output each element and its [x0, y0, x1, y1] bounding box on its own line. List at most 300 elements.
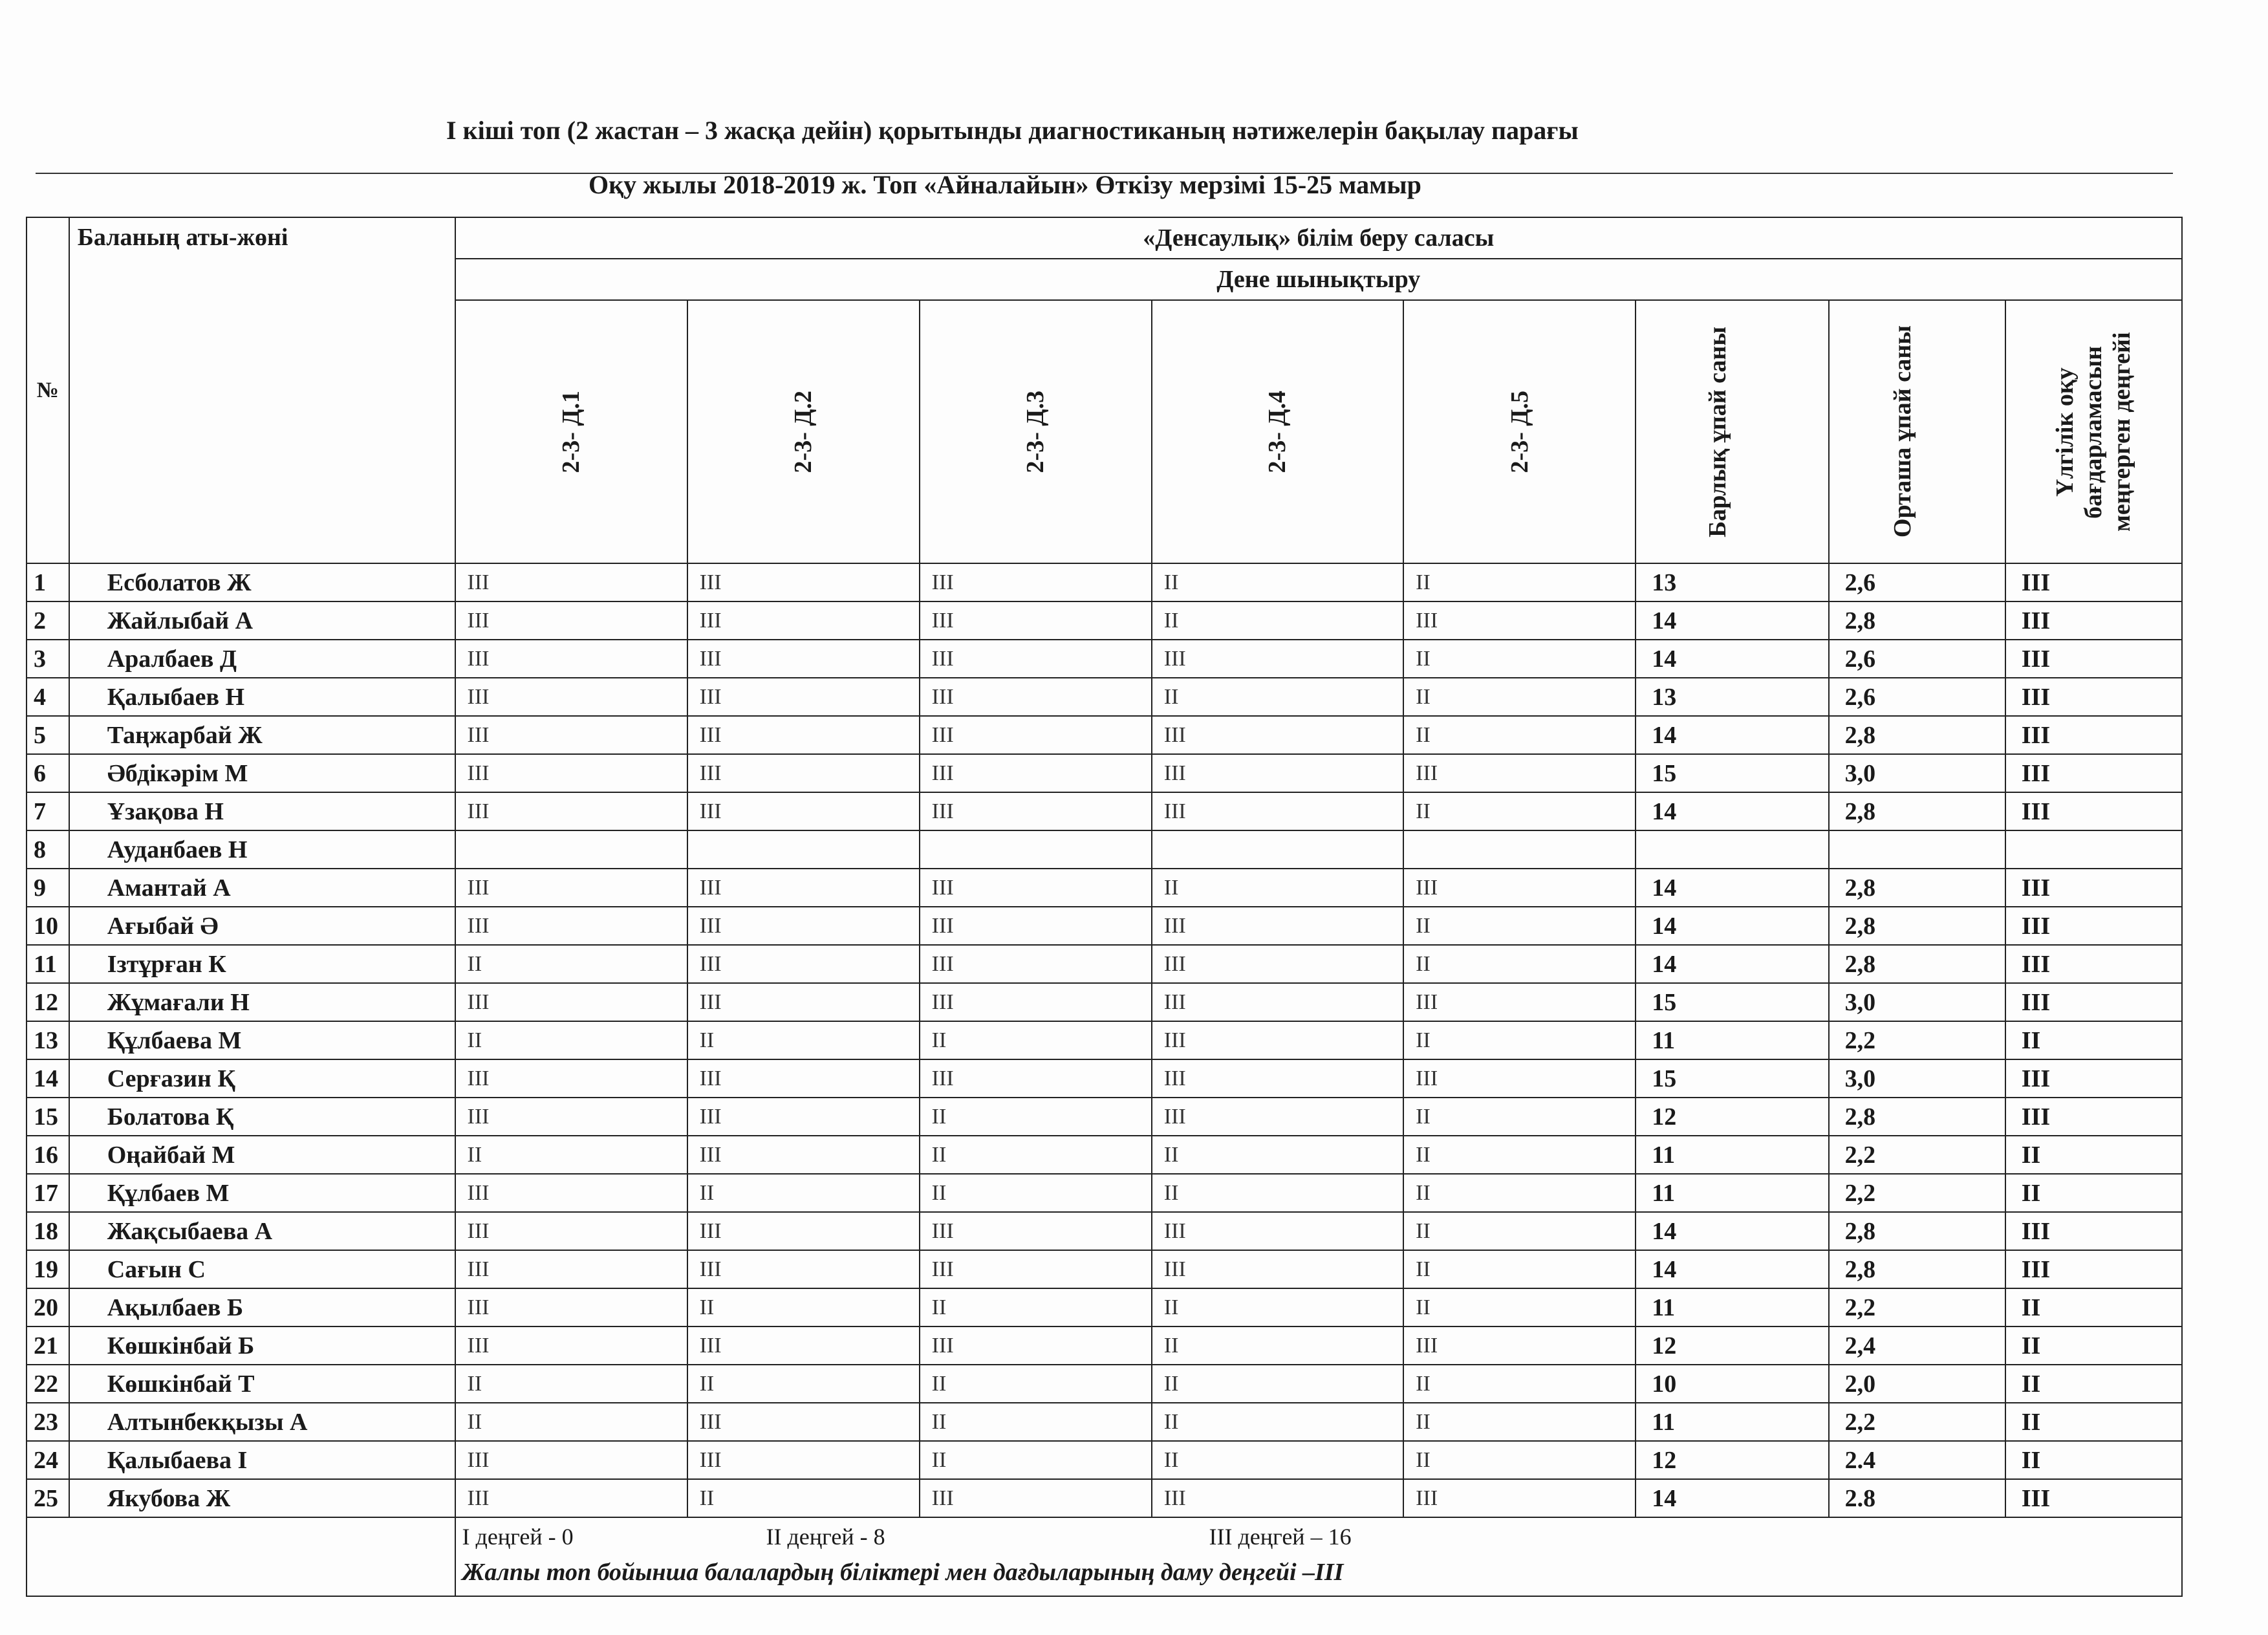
- d4-level-cell: III: [1152, 792, 1403, 830]
- average-score-cell: 2.4: [1829, 1441, 2005, 1479]
- program-level-cell: III: [2005, 945, 2182, 983]
- d3-level-cell: III: [920, 601, 1152, 640]
- d2-level-cell: III: [687, 792, 920, 830]
- d4-level-cell: III: [1152, 1098, 1403, 1136]
- child-name-cell: Болатова Қ: [69, 1098, 455, 1136]
- d2-level-cell: III: [687, 754, 920, 792]
- average-score-cell: 2,8: [1829, 716, 2005, 754]
- d2-level-cell: III: [687, 716, 920, 754]
- average-score-cell: [1829, 830, 2005, 869]
- d5-level-cell: II: [1403, 1403, 1636, 1441]
- table-row: [27, 1403, 2182, 1441]
- d5-level-cell: II: [1403, 945, 1636, 983]
- total-score-cell: 12: [1636, 1326, 1828, 1365]
- d1-level-cell: III: [455, 792, 687, 830]
- d3-level-cell: III: [920, 754, 1152, 792]
- row-number-cell: 15: [27, 1098, 69, 1136]
- column-header-d4-label: 2-3- Д.4: [1264, 390, 1291, 473]
- table-row: [27, 983, 2182, 1021]
- d4-level-cell: II: [1152, 563, 1403, 601]
- child-name-cell: Ұзақова Н: [69, 792, 455, 830]
- row-number-cell: 8: [27, 830, 69, 869]
- child-name-cell: Қалыбаева І: [69, 1441, 455, 1479]
- d4-level-cell: III: [1152, 754, 1403, 792]
- table-row: [27, 1136, 2182, 1174]
- program-level-cell: III: [2005, 1479, 2182, 1517]
- d4-level-cell: II: [1152, 678, 1403, 716]
- total-score-cell: 12: [1636, 1441, 1828, 1479]
- d4-level-cell: II: [1152, 1403, 1403, 1441]
- child-name-cell: Таңжарбай Ж: [69, 716, 455, 754]
- document-title: І кіші топ (2 жастан – 3 жасқа дейін) қорытынды диагностиканың нәтижелерін бақылау парағы: [446, 116, 1579, 145]
- row-number-cell: 16: [27, 1136, 69, 1174]
- d5-level-cell: II: [1403, 792, 1636, 830]
- d5-level-cell: II: [1403, 1365, 1636, 1403]
- d5-level-cell: II: [1403, 640, 1636, 678]
- d3-level-cell: III: [920, 869, 1152, 907]
- average-score-cell: 2,2: [1829, 1403, 2005, 1441]
- total-score-cell: 14: [1636, 640, 1828, 678]
- education-area-header: «Денсаулық» білім беру саласы: [455, 217, 2182, 259]
- d2-level-cell: III: [687, 678, 920, 716]
- d2-level-cell: [687, 830, 920, 869]
- d5-level-cell: II: [1403, 1288, 1636, 1326]
- total-score-cell: 11: [1636, 1403, 1828, 1441]
- average-score-cell: 2,6: [1829, 678, 2005, 716]
- d4-level-cell: III: [1152, 1479, 1403, 1517]
- d2-level-cell: II: [687, 1174, 920, 1212]
- row-number-cell: 19: [27, 1250, 69, 1288]
- table-row: [27, 601, 2182, 640]
- average-score-cell: 2.8: [1829, 1479, 2005, 1517]
- child-name-cell: Құлбаева М: [69, 1021, 455, 1059]
- total-score-cell: 11: [1636, 1174, 1828, 1212]
- total-score-cell: 15: [1636, 983, 1828, 1021]
- d3-level-cell: II: [920, 1098, 1152, 1136]
- d3-level-cell: II: [920, 1441, 1152, 1479]
- row-number-cell: 23: [27, 1403, 69, 1441]
- child-name-cell: Көшкінбай Б: [69, 1326, 455, 1365]
- d2-level-cell: III: [687, 1059, 920, 1098]
- column-header-d5-label: 2-3- Д.5: [1506, 390, 1533, 473]
- table-row: [27, 907, 2182, 945]
- d1-level-cell: II: [455, 1136, 687, 1174]
- table-row: [27, 945, 2182, 983]
- program-level-cell: III: [2005, 1059, 2182, 1098]
- d1-level-cell: III: [455, 869, 687, 907]
- child-name-cell: Якубова Ж: [69, 1479, 455, 1517]
- average-score-cell: 2,8: [1829, 945, 2005, 983]
- d4-level-cell: II: [1152, 601, 1403, 640]
- average-score-cell: 2,8: [1829, 792, 2005, 830]
- column-header-d2-label: 2-3- Д.2: [790, 390, 817, 473]
- program-level-cell: II: [2005, 1403, 2182, 1441]
- average-score-cell: 2,2: [1829, 1288, 2005, 1326]
- d3-level-cell: III: [920, 1479, 1152, 1517]
- d5-level-cell: II: [1403, 1174, 1636, 1212]
- column-header-level: [2005, 300, 2182, 563]
- total-score-cell: 10: [1636, 1365, 1828, 1403]
- child-name-cell: Көшкінбай Т: [69, 1365, 455, 1403]
- row-number-cell: 9: [27, 869, 69, 907]
- document-subtitle: Оқу жылы 2018-2019 ж. Топ «Айналайын» Өткізу мерзімі 15-25 мамыр: [589, 170, 1421, 199]
- table-row: [27, 1326, 2182, 1365]
- d1-level-cell: III: [455, 754, 687, 792]
- d3-level-cell: II: [920, 1136, 1152, 1174]
- column-header-average: [1829, 300, 2005, 563]
- total-score-cell: 14: [1636, 601, 1828, 640]
- d3-level-cell: II: [920, 1403, 1152, 1441]
- total-score-cell: 14: [1636, 792, 1828, 830]
- total-score-cell: 15: [1636, 1059, 1828, 1098]
- d2-level-cell: III: [687, 1136, 920, 1174]
- table-row: [27, 1098, 2182, 1136]
- d5-level-cell: II: [1403, 1098, 1636, 1136]
- row-number-cell: 4: [27, 678, 69, 716]
- d2-level-cell: III: [687, 869, 920, 907]
- d1-level-cell: III: [455, 716, 687, 754]
- program-level-cell: II: [2005, 1021, 2182, 1059]
- column-header-total: [1636, 300, 1828, 563]
- d5-level-cell: II: [1403, 1441, 1636, 1479]
- table-row: [27, 678, 2182, 716]
- diagnostic-table: [26, 217, 2183, 1597]
- d2-level-cell: III: [687, 1250, 920, 1288]
- row-number-cell: 24: [27, 1441, 69, 1479]
- d2-level-cell: III: [687, 1326, 920, 1365]
- child-name-cell: Қалыбаев Н: [69, 678, 455, 716]
- table-row: [27, 1212, 2182, 1250]
- d5-level-cell: II: [1403, 1136, 1636, 1174]
- row-number-cell: 20: [27, 1288, 69, 1326]
- row-number-cell: 3: [27, 640, 69, 678]
- d1-level-cell: II: [455, 1021, 687, 1059]
- d5-level-cell: III: [1403, 601, 1636, 640]
- d4-level-cell: II: [1152, 1441, 1403, 1479]
- d1-level-cell: III: [455, 1326, 687, 1365]
- program-level-cell: III: [2005, 640, 2182, 678]
- total-score-cell: 14: [1636, 1479, 1828, 1517]
- average-score-cell: 2,8: [1829, 1212, 2005, 1250]
- column-header-d3: [920, 300, 1152, 563]
- table-row: [27, 1021, 2182, 1059]
- program-level-cell: III: [2005, 869, 2182, 907]
- d4-level-cell: III: [1152, 1021, 1403, 1059]
- row-number-cell: 13: [27, 1021, 69, 1059]
- child-name-cell: Ізтұрған К: [69, 945, 455, 983]
- row-number-cell: 11: [27, 945, 69, 983]
- d4-level-cell: III: [1152, 907, 1403, 945]
- table-row: [27, 754, 2182, 792]
- child-name-cell: Аралбаев Д: [69, 640, 455, 678]
- d4-level-cell: II: [1152, 1365, 1403, 1403]
- child-name-cell: Серғазин Қ: [69, 1059, 455, 1098]
- d4-level-cell: II: [1152, 1326, 1403, 1365]
- child-name-cell: Жұмағали Н: [69, 983, 455, 1021]
- d2-level-cell: II: [687, 1021, 920, 1059]
- subject-header: Дене шынықтыру: [455, 259, 2182, 300]
- program-level-cell: II: [2005, 1174, 2182, 1212]
- total-score-cell: 14: [1636, 1212, 1828, 1250]
- d1-level-cell: III: [455, 1212, 687, 1250]
- total-score-cell: 11: [1636, 1288, 1828, 1326]
- average-score-cell: 2,6: [1829, 563, 2005, 601]
- average-score-cell: 2,2: [1829, 1021, 2005, 1059]
- d5-level-cell: III: [1403, 869, 1636, 907]
- level-1-count: І деңгей - 0: [462, 1524, 574, 1550]
- row-number-cell: 1: [27, 563, 69, 601]
- d3-level-cell: II: [920, 1365, 1152, 1403]
- d5-level-cell: II: [1403, 907, 1636, 945]
- d1-level-cell: III: [455, 1174, 687, 1212]
- table-row: [27, 792, 2182, 830]
- child-name-cell: Оңайбай М: [69, 1136, 455, 1174]
- d3-level-cell: III: [920, 945, 1152, 983]
- summary-blank-cell: [27, 1517, 455, 1596]
- total-score-cell: 15: [1636, 754, 1828, 792]
- d5-level-cell: II: [1403, 1250, 1636, 1288]
- d2-level-cell: III: [687, 640, 920, 678]
- level-2-count: ІІ деңгей - 8: [766, 1524, 885, 1550]
- average-score-cell: 3,0: [1829, 1059, 2005, 1098]
- average-score-cell: 3,0: [1829, 983, 2005, 1021]
- table-row: [27, 1288, 2182, 1326]
- total-score-cell: 13: [1636, 678, 1828, 716]
- total-score-cell: 14: [1636, 869, 1828, 907]
- table-body: [27, 563, 2182, 1517]
- d4-level-cell: II: [1152, 869, 1403, 907]
- d3-level-cell: III: [920, 1326, 1152, 1365]
- average-score-cell: 2,2: [1829, 1136, 2005, 1174]
- d5-level-cell: II: [1403, 1212, 1636, 1250]
- column-header-average-label: Орташа ұпай саны: [1889, 325, 1917, 538]
- row-number-cell: 5: [27, 716, 69, 754]
- table-footer: [27, 1517, 2182, 1596]
- row-number-cell: 17: [27, 1174, 69, 1212]
- d1-level-cell: III: [455, 640, 687, 678]
- table-row: [27, 830, 2182, 869]
- total-score-cell: 11: [1636, 1136, 1828, 1174]
- program-level-cell: II: [2005, 1365, 2182, 1403]
- d4-level-cell: III: [1152, 1212, 1403, 1250]
- program-level-cell: II: [2005, 1326, 2182, 1365]
- child-name-cell: Амантай А: [69, 869, 455, 907]
- d1-level-cell: III: [455, 563, 687, 601]
- d3-level-cell: III: [920, 678, 1152, 716]
- average-score-cell: 2,8: [1829, 869, 2005, 907]
- d1-level-cell: III: [455, 1098, 687, 1136]
- total-score-cell: 14: [1636, 945, 1828, 983]
- d1-level-cell: III: [455, 983, 687, 1021]
- d2-level-cell: III: [687, 1098, 920, 1136]
- column-header-d1: [455, 300, 687, 563]
- total-score-cell: 14: [1636, 907, 1828, 945]
- child-name-cell: Әбдікәрім М: [69, 754, 455, 792]
- d3-level-cell: III: [920, 640, 1152, 678]
- d4-level-cell: III: [1152, 1059, 1403, 1098]
- total-score-cell: 14: [1636, 1250, 1828, 1288]
- row-number-cell: 6: [27, 754, 69, 792]
- row-number-cell: 22: [27, 1365, 69, 1403]
- child-name-cell: Ақылбаев Б: [69, 1288, 455, 1326]
- child-name-cell: Құлбаев М: [69, 1174, 455, 1212]
- d3-level-cell: III: [920, 1212, 1152, 1250]
- column-header-d2: [687, 300, 920, 563]
- table-row: [27, 1365, 2182, 1403]
- d5-level-cell: [1403, 830, 1636, 869]
- column-header-d3-label: 2-3- Д.3: [1022, 390, 1050, 473]
- average-score-cell: 2,8: [1829, 1250, 2005, 1288]
- d2-level-cell: II: [687, 1288, 920, 1326]
- program-level-cell: III: [2005, 1212, 2182, 1250]
- summary-cell: [455, 1517, 2182, 1596]
- d2-level-cell: III: [687, 945, 920, 983]
- d5-level-cell: II: [1403, 678, 1636, 716]
- program-level-cell: III: [2005, 983, 2182, 1021]
- average-score-cell: 2,8: [1829, 601, 2005, 640]
- child-name-cell: Ағыбай Ә: [69, 907, 455, 945]
- program-level-cell: [2005, 830, 2182, 869]
- d4-level-cell: II: [1152, 1174, 1403, 1212]
- program-level-cell: III: [2005, 563, 2182, 601]
- d5-level-cell: III: [1403, 983, 1636, 1021]
- child-name-cell: Алтынбекқызы А: [69, 1403, 455, 1441]
- d3-level-cell: III: [920, 716, 1152, 754]
- row-number-cell: 12: [27, 983, 69, 1021]
- child-name-cell: Есболатов Ж: [69, 563, 455, 601]
- table-row: [27, 1174, 2182, 1212]
- d1-level-cell: II: [455, 945, 687, 983]
- d1-level-cell: III: [455, 1479, 687, 1517]
- child-name-cell: Ауданбаев Н: [69, 830, 455, 869]
- d1-level-cell: II: [455, 1365, 687, 1403]
- column-header-d5: [1403, 300, 1636, 563]
- d5-level-cell: III: [1403, 1059, 1636, 1098]
- average-score-cell: 2,4: [1829, 1326, 2005, 1365]
- row-number-cell: 25: [27, 1479, 69, 1517]
- d2-level-cell: III: [687, 907, 920, 945]
- child-name-cell: Жайлыбай А: [69, 601, 455, 640]
- header-rule: [36, 173, 2173, 174]
- d2-level-cell: II: [687, 1479, 920, 1517]
- program-level-cell: II: [2005, 1288, 2182, 1326]
- average-score-cell: 2,2: [1829, 1174, 2005, 1212]
- column-header-name: Баланың аты-жөні: [69, 217, 455, 563]
- d1-level-cell: II: [455, 1403, 687, 1441]
- table-header: [27, 217, 2182, 563]
- child-name-cell: Сағын С: [69, 1250, 455, 1288]
- d1-level-cell: [455, 830, 687, 869]
- d3-level-cell: III: [920, 907, 1152, 945]
- d1-level-cell: III: [455, 1441, 687, 1479]
- average-score-cell: 2,8: [1829, 907, 2005, 945]
- d3-level-cell: [920, 830, 1152, 869]
- table-row: [27, 1059, 2182, 1098]
- total-score-cell: 12: [1636, 1098, 1828, 1136]
- program-level-cell: II: [2005, 1136, 2182, 1174]
- d2-level-cell: III: [687, 1403, 920, 1441]
- program-level-cell: III: [2005, 678, 2182, 716]
- d4-level-cell: III: [1152, 716, 1403, 754]
- table-row: [27, 716, 2182, 754]
- d1-level-cell: III: [455, 678, 687, 716]
- d3-level-cell: III: [920, 563, 1152, 601]
- d5-level-cell: III: [1403, 1326, 1636, 1365]
- program-level-cell: II: [2005, 1441, 2182, 1479]
- row-number-cell: 18: [27, 1212, 69, 1250]
- d4-level-cell: III: [1152, 640, 1403, 678]
- d5-level-cell: II: [1403, 716, 1636, 754]
- table-row: [27, 869, 2182, 907]
- total-score-cell: 13: [1636, 563, 1828, 601]
- average-score-cell: 2,8: [1829, 1098, 2005, 1136]
- overall-group-level: Жалпы топ бойынша балалардың біліктері мен дағдыларының даму деңгейі –ІІІ: [462, 1559, 1344, 1586]
- table-row: [27, 1479, 2182, 1517]
- d1-level-cell: III: [455, 1250, 687, 1288]
- program-level-cell: III: [2005, 907, 2182, 945]
- row-number-cell: 2: [27, 601, 69, 640]
- d1-level-cell: III: [455, 601, 687, 640]
- d3-level-cell: III: [920, 983, 1152, 1021]
- d3-level-cell: III: [920, 1250, 1152, 1288]
- d5-level-cell: III: [1403, 1479, 1636, 1517]
- d3-level-cell: II: [920, 1174, 1152, 1212]
- column-header-level-label: Үлгілік оқу бағдарламасын меңгерген деңгейі: [2051, 332, 2136, 532]
- table-row: [27, 1250, 2182, 1288]
- program-level-cell: III: [2005, 1098, 2182, 1136]
- level-counts: [456, 1518, 2181, 1552]
- table-row: [27, 563, 2182, 601]
- d2-level-cell: III: [687, 601, 920, 640]
- d3-level-cell: III: [920, 1059, 1152, 1098]
- d1-level-cell: III: [455, 1288, 687, 1326]
- d1-level-cell: III: [455, 1059, 687, 1098]
- program-level-cell: III: [2005, 716, 2182, 754]
- program-level-cell: III: [2005, 1250, 2182, 1288]
- program-level-cell: III: [2005, 754, 2182, 792]
- average-score-cell: 2,0: [1829, 1365, 2005, 1403]
- total-score-cell: [1636, 830, 1828, 869]
- d5-level-cell: II: [1403, 1021, 1636, 1059]
- column-header-number: №: [27, 217, 69, 563]
- d5-level-cell: II: [1403, 563, 1636, 601]
- d2-level-cell: III: [687, 1212, 920, 1250]
- d2-level-cell: III: [687, 983, 920, 1021]
- d4-level-cell: [1152, 830, 1403, 869]
- level-3-count: ІІІ деңгей – 16: [1209, 1524, 1352, 1550]
- row-number-cell: 10: [27, 907, 69, 945]
- table-row: [27, 1441, 2182, 1479]
- row-number-cell: 7: [27, 792, 69, 830]
- program-level-cell: III: [2005, 792, 2182, 830]
- row-number-cell: 14: [27, 1059, 69, 1098]
- program-level-cell: III: [2005, 601, 2182, 640]
- d5-level-cell: III: [1403, 754, 1636, 792]
- average-score-cell: 2,6: [1829, 640, 2005, 678]
- d2-level-cell: II: [687, 1365, 920, 1403]
- d2-level-cell: III: [687, 1441, 920, 1479]
- d3-level-cell: III: [920, 792, 1152, 830]
- child-name-cell: Жақсыбаева А: [69, 1212, 455, 1250]
- d4-level-cell: III: [1152, 1250, 1403, 1288]
- column-header-total-label: Барлық ұпай саны: [1704, 326, 1732, 537]
- total-score-cell: 11: [1636, 1021, 1828, 1059]
- d4-level-cell: II: [1152, 1136, 1403, 1174]
- average-score-cell: 3,0: [1829, 754, 2005, 792]
- d4-level-cell: III: [1152, 945, 1403, 983]
- row-number-cell: 21: [27, 1326, 69, 1365]
- d3-level-cell: II: [920, 1288, 1152, 1326]
